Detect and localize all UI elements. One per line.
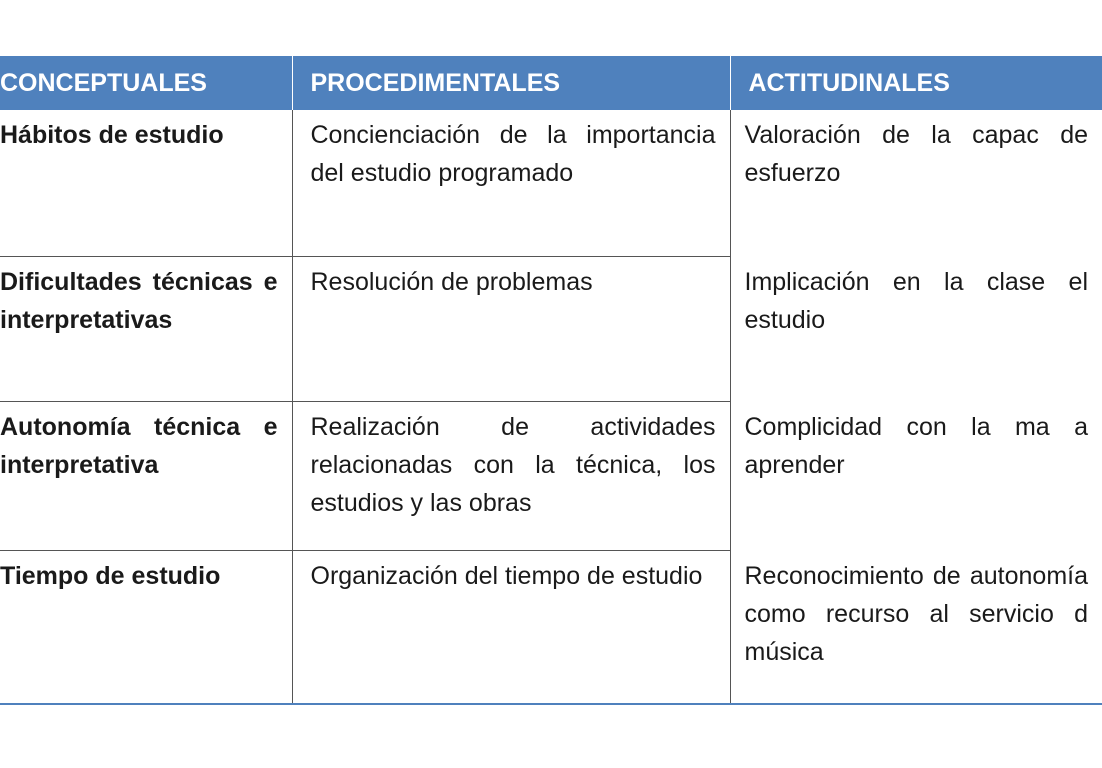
table-row: [0, 551, 1102, 705]
header-procedimentales: PROCEDIMENTALES: [292, 56, 730, 110]
table-header-row: [0, 56, 1102, 110]
cell-procedimental: Realización de actividades relacionadas con la técnica, los estudios y las obras: [292, 402, 730, 551]
cell-conceptual: Tiempo de estudio: [0, 551, 292, 705]
cell-conceptual: Autonomía técnica e interpretativa: [0, 402, 292, 551]
cell-conceptual: Dificultades técnicas e interpretativas: [0, 257, 292, 402]
cell-actitudinal: Implicación en la clase el estudio: [744, 267, 1088, 334]
content-table-wrapper: [0, 56, 1102, 705]
cell-actitudinal: Valoración de la capac de esfuerzo: [744, 121, 1088, 187]
table-row: [0, 257, 1102, 402]
cell-conceptual: Hábitos de estudio: [0, 110, 292, 257]
table-row: [0, 402, 1102, 551]
header-conceptuales: CONCEPTUALES: [0, 56, 292, 110]
cell-procedimental: Resolución de problemas: [292, 257, 730, 402]
cell-actitudinal: Reconocimiento de autonomía como recurso al servicio d música: [730, 551, 1102, 705]
cell-procedimental: Organización del tiempo de estudio: [292, 551, 730, 705]
header-actitudinales: ACTITUDINALES: [730, 56, 1102, 110]
content-table: [0, 56, 1102, 705]
cell-actitudinal: Complicidad con la ma a aprender: [744, 412, 1088, 479]
cell-procedimental: Concienciación de la importancia del estudio programado: [292, 110, 730, 257]
table-row: [0, 110, 1102, 257]
